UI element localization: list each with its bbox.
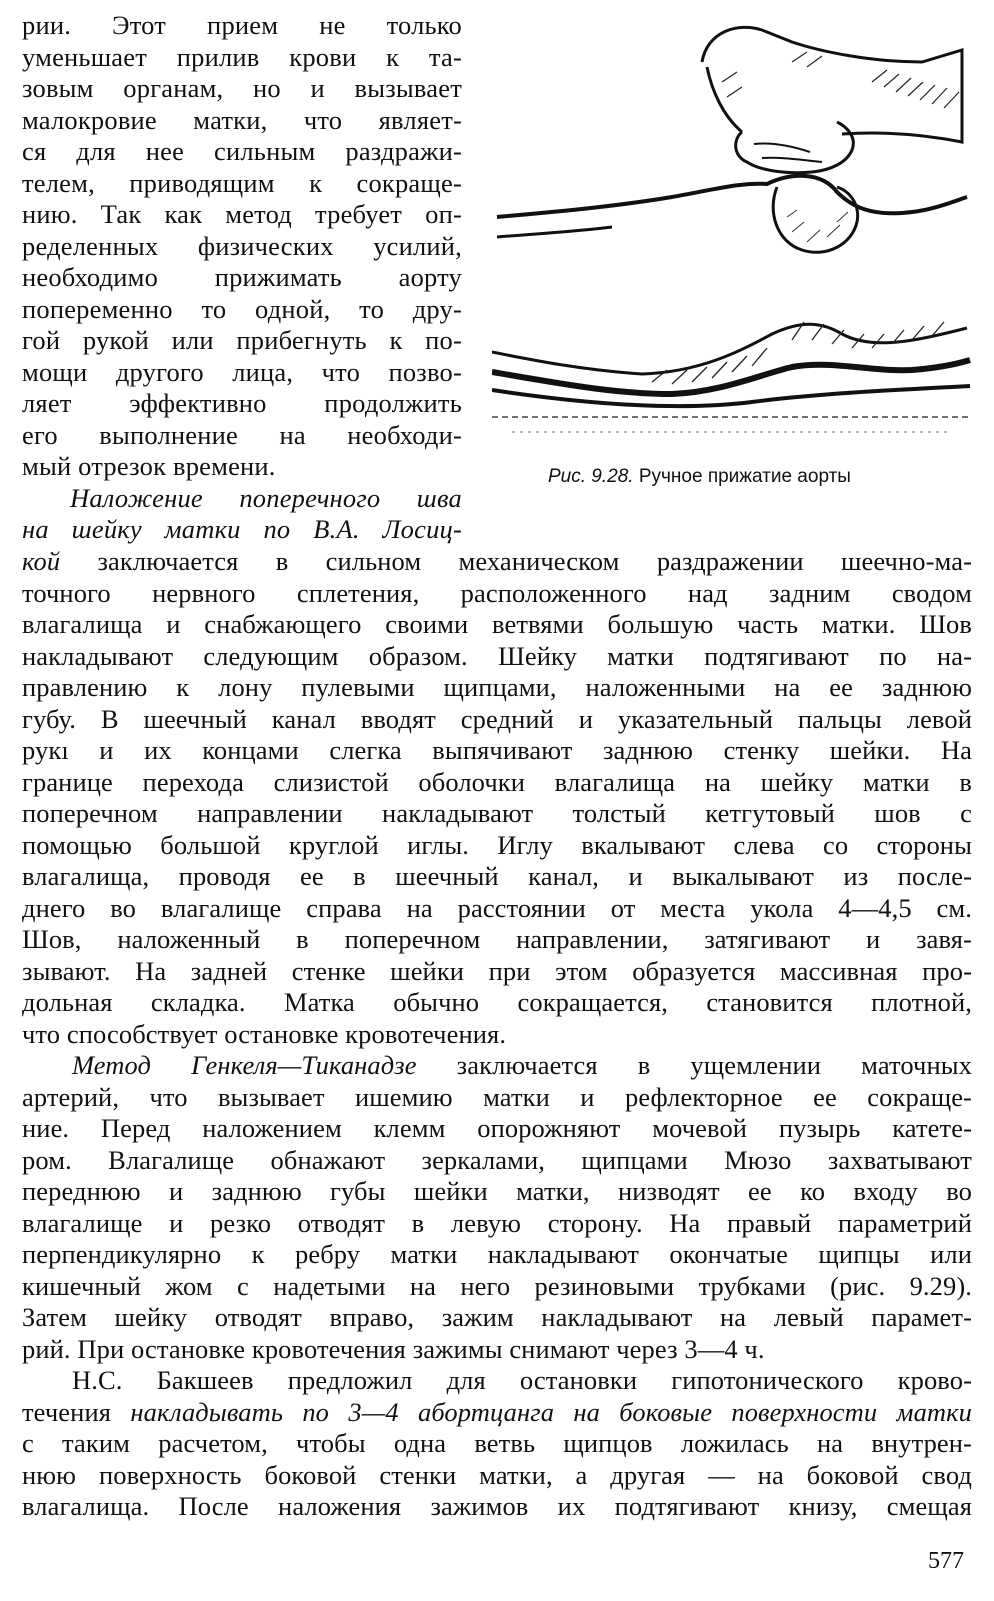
text-line: кишечный жом с надетыми на него резиновыми трубками (рис. 9.29). — [22, 1270, 972, 1301]
text-line — [22, 1397, 972, 1429]
full-width-text — [22, 546, 972, 1523]
text-line — [22, 1050, 972, 1082]
left-column-text — [22, 10, 462, 546]
text-line: ние. Перед наложением клемм опорожняют мочевой пузырь катете- — [22, 1113, 972, 1143]
page-number: 577 — [928, 1548, 964, 1574]
text-line: с таким расчетом, чтобы одна ветвь щипцов ложилась на внутрен- — [22, 1428, 972, 1458]
text-line: нюю поверхность боковой стенки матки, а другая — на боковой свод — [22, 1459, 972, 1490]
text-span: заключается в сильном механическом раздражении шеечно-ма- — [60, 546, 972, 576]
text-span: течения — [22, 1396, 131, 1427]
text-line: попеременно то одной, то дру- — [22, 293, 462, 324]
section-heading-line: Наложение поперечного шва — [70, 482, 462, 513]
text-line: необходимо прижимать аорту — [22, 262, 462, 292]
text-line: днего во влагалище справа на расстоянии от места укола 4—4,5 см. — [22, 892, 972, 923]
text-line: зывают. На задней стенке шейки при этом образуется массивная про- — [22, 955, 972, 986]
text-line: ределенных физических усилий, — [22, 230, 462, 261]
text-line: рий. При остановке кровотечения зажимы снимают через 3—4 ч. — [22, 1333, 765, 1364]
section-heading-line: на шейку матки по В.А. Лосиц- — [22, 514, 462, 544]
text-line — [22, 546, 972, 578]
italic-term: накладывать по 3—4 абортцанга на боковые поверхности матки — [130, 1396, 973, 1427]
text-line: телем, приводящим к сокраще- — [22, 167, 462, 198]
text-line: правлению к лону пулевыми щипцами, наложенными на ее заднюю — [22, 672, 972, 702]
text-line: что способствует остановке кровотечения. — [22, 1018, 507, 1049]
figure-caption-text: Ручное прижатие аорты — [638, 466, 851, 487]
text-line: уменьшает прилив крови к та- — [22, 41, 462, 72]
figure-aorta-compression-illustration — [492, 22, 972, 462]
text-line: ром. Влагалище обнажают зеркалами, щипцами Мюзо захватывают — [22, 1144, 972, 1175]
text-line: Н.С. Бакшеев предложил для остановки гипотонического крово- — [72, 1365, 972, 1395]
text-line: рии. Этот прием не только — [22, 10, 462, 40]
text-line: малокровие матки, что являет- — [22, 104, 462, 135]
figure-caption-number: Рис. 9.28. — [548, 466, 634, 487]
italic-term: кой — [22, 546, 61, 576]
text-line: влагалища и снабжающего своими ветвями большую часть матки. Шов — [22, 609, 972, 639]
text-line: переднюю и заднюю губы шейки матки, низводят ее ко входу во — [22, 1176, 972, 1206]
text-line: влагалища, проводя ее в шеечный канал, и выкалывают из после- — [22, 861, 972, 891]
text-line: губу. В шеечный канал вводят средний и указательный пальцы левой — [22, 703, 972, 734]
text-line: влагалище и резко отводят в левую сторону. На правый параметрий — [22, 1207, 972, 1238]
text-line: мый отрезок времени. — [22, 451, 276, 481]
text-line: зовым органам, но и вызывает — [22, 73, 462, 103]
text-line: ся для нее сильным раздражи- — [22, 136, 462, 166]
text-line: влагалища. После наложения зажимов их подтягивают книзу, смещая — [22, 1491, 972, 1521]
figure-caption — [548, 466, 968, 488]
text-line: рукı и их концами слегка выпячивают заднюю стенку шейки. На — [22, 735, 972, 765]
text-line: перпендикулярно к ребру матки накладывают окончатые щипцы или — [22, 1239, 972, 1269]
text-line: поперечном направлении накладывают толстый кетгутовый шов с — [22, 798, 972, 828]
text-line: гой рукой или прибегнуть к по- — [22, 325, 462, 355]
text-line: границе перехода слизистой оболочки влагалища на шейку матки в — [22, 766, 972, 797]
text-line: его выполнение на необходи- — [22, 419, 462, 450]
text-line: помощью большой круглой иглы. Иглу вкалывают слева со стороны — [22, 829, 972, 860]
text-line: ляет эффективно продолжить — [22, 388, 462, 418]
text-line: Затем шейку отводят вправо, зажим накладывают на левый парамет- — [22, 1302, 972, 1332]
text-line: точного нервного сплетения, расположенного над задним сводом — [22, 577, 972, 608]
text-line: артерий, что вызывает ишемию матки и рефлекторное ее сокраще- — [22, 1081, 972, 1112]
text-line: нию. Так как метод требует оп- — [22, 199, 462, 229]
text-line: мощи другого лица, что позво- — [22, 356, 462, 387]
italic-term: Метод Генкеля—Тиканадзе — [72, 1050, 417, 1080]
text-line: дольная складка. Матка обычно сокращается, становится плотной, — [22, 987, 972, 1017]
text-span: заключается в ущемлении маточных — [416, 1050, 972, 1080]
text-line: Шов, наложенный в поперечном направлении, затягивают и завя- — [22, 924, 972, 954]
text-line: накладывают следующим образом. Шейку матки подтягивают по на- — [22, 640, 972, 671]
